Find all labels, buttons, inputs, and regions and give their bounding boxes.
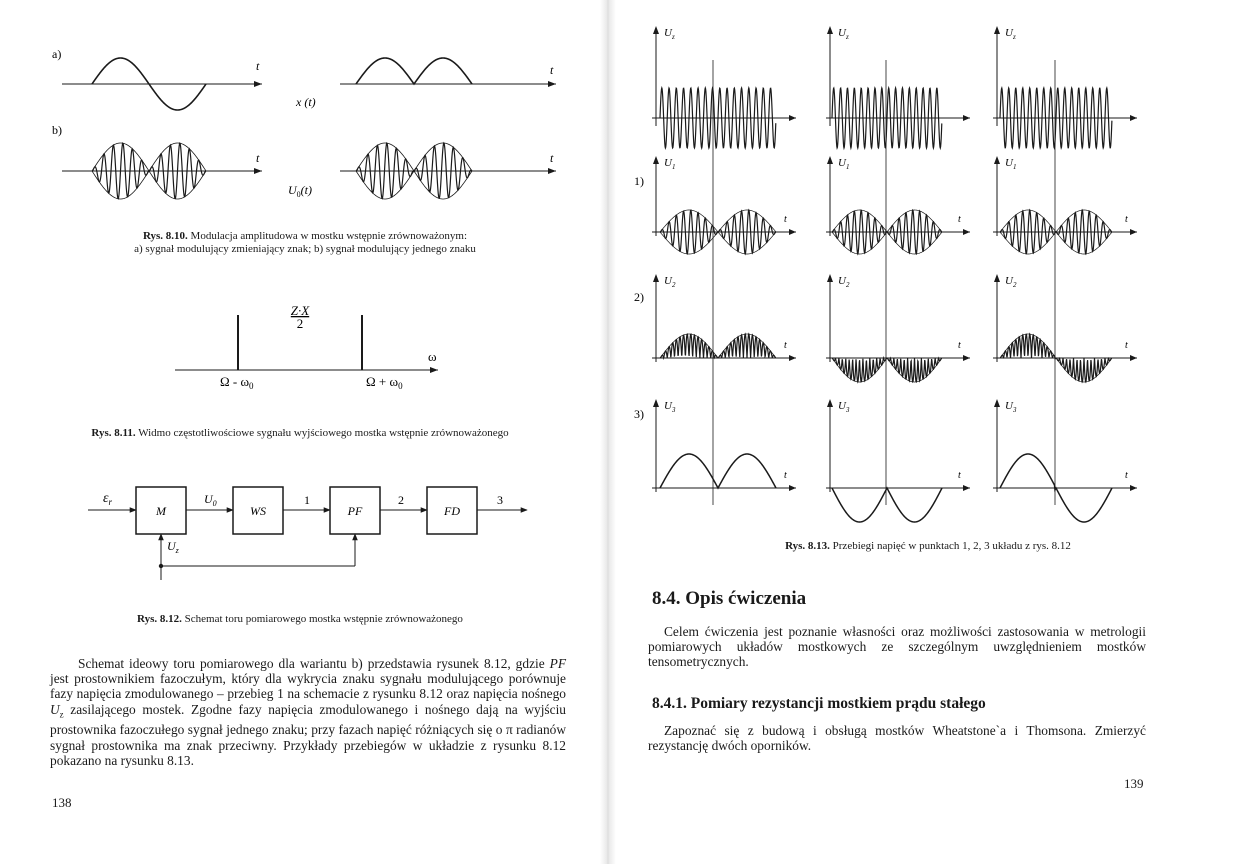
fig810-label-b: b) [52, 123, 62, 137]
fig811-amp-den: 2 [296, 316, 304, 331]
fig813-xarrow-c0-r0 [789, 115, 796, 121]
figure-8-12 [0, 470, 600, 590]
fig810a-left-arrow [254, 81, 262, 87]
fig813-tlabel-c2-r2: t [1125, 340, 1128, 351]
fig810a-left-t: t [256, 59, 260, 73]
fig812-block-pf-label: PF [347, 504, 363, 518]
fig813-yarrow-c0-r3 [653, 399, 659, 407]
left-page [0, 0, 608, 864]
fig812-block-m-label: M [156, 504, 166, 518]
fig813-yarrow-c1-r0 [827, 26, 833, 34]
fig813-xarrow-c1-r0 [963, 115, 970, 121]
fig813-row-label-3: 3) [634, 407, 644, 421]
fig813-tlabel-c1-r3: t [958, 470, 961, 481]
fig813-caption-text: Przebiegi napięć w punktach 1, 2, 3 układu z rys. 8.12 [832, 540, 1071, 552]
fig812-input-label: $\varepsilon_r$ [103, 491, 113, 507]
fig813-yarrow-c1-r1 [827, 156, 833, 164]
fig811-arrow [430, 367, 438, 373]
pf-term: PF [549, 656, 566, 671]
fig813-xarrow-c2-r1 [1130, 229, 1137, 235]
fig813-xarrow-c1-r1 [963, 229, 970, 235]
fig813-yarrow-c2-r3 [994, 399, 1000, 407]
fig811-caption [40, 427, 560, 440]
fig813-wave-c1-r2 [832, 358, 942, 382]
fig813-caption-num: Rys. 8.13. [785, 540, 830, 552]
fig811-upper-label: $\Omega + \omega_0$ [366, 374, 403, 391]
fig813-ylabel-c1-r2: $U_2$ [838, 275, 850, 289]
fig813-yarrow-c2-r1 [994, 156, 1000, 164]
fig813-tlabel-c2-r3: t [1125, 470, 1128, 481]
subsection-text: Zapoznać się z budową i obsługą mostków Wheatstone`a i Thomsona. Zmierzyć rezystancję dwóch oporników. [648, 723, 1146, 754]
fig813-yarrow-c0-r0 [653, 26, 659, 34]
fig813-ylabel-c0-r1: $U_1$ [664, 157, 676, 171]
fig813-ylabel-c0-r2: $U_2$ [664, 275, 676, 289]
figure-8-11 [0, 295, 600, 405]
figure-8-13 [608, 0, 1236, 530]
fig813-ylabel-c0-r3: $U_3$ [664, 400, 676, 414]
section-text: Celem ćwiczenia jest poznanie własności oraz możliwości zastosowania w metrologii pomiarowych układów mostkowych ze szczególnym uwzględnieniem mostków tensometrycznych. [648, 624, 1146, 670]
fig810a-right-t: t [550, 63, 554, 77]
fig812-block-fd-label: FD [444, 504, 460, 518]
fig813-yarrow-c2-r2 [994, 274, 1000, 282]
fig812-uz-label: $U_z$ [167, 539, 179, 555]
fig813-xarrow-c2-r0 [1130, 115, 1137, 121]
fig812-caption [40, 613, 560, 626]
fig810-caption [90, 230, 520, 256]
fig811-lower-label: Ω - $\omega_0$ [220, 374, 254, 391]
fig812-node1: 1 [304, 493, 310, 507]
section-title: 8.4. Opis ćwiczenia [652, 588, 807, 609]
fig812-block-ws-label: WS [250, 504, 266, 518]
fig813-tlabel-c1-r1: t [958, 214, 961, 225]
fig812-node3: 3 [497, 493, 503, 507]
fig812-caption-num: Rys. 8.12. [137, 613, 182, 625]
fig813-tlabel-c1-r2: t [958, 340, 961, 351]
right-page [608, 0, 1236, 864]
fig813-ylabel-c2-r1: $U_1$ [1005, 157, 1017, 171]
fig813-ylabel-c1-r3: $U_3$ [838, 400, 850, 414]
fig813-wave-c0-r2 [660, 334, 776, 358]
fig813-wave-c0-r3 [660, 454, 776, 488]
fig813-xarrow-c1-r3 [963, 485, 970, 491]
fig813-ylabel-c2-r3: $U_3$ [1005, 400, 1017, 414]
fig813-ylabel-c1-r0: $U_z$ [838, 27, 849, 41]
fig811-omega: ω [428, 349, 437, 364]
fig810b-left-t: t [256, 151, 260, 165]
fig810-u-label: $U_0(t)$ [288, 183, 312, 199]
fig812-u0-label: $U_0$ [204, 492, 217, 508]
fig813-caption [668, 540, 1188, 553]
fig813-yarrow-c1-r2 [827, 274, 833, 282]
fig813-yarrow-c0-r2 [653, 274, 659, 282]
fig813-tlabel-c0-r2: t [784, 340, 787, 351]
fig813-ylabel-c1-r1: $U_1$ [838, 157, 850, 171]
fig810a-right-abs-sine [356, 58, 472, 84]
fig810a-right-arrow [548, 81, 556, 87]
fig811-caption-num: Rys. 8.11. [91, 427, 136, 439]
fig813-ylabel-c0-r0: $U_z$ [664, 27, 675, 41]
fig810-caption-line2: a) sygnał modulujący zmieniający znak; b) sygnał modulujący jednego znaku [134, 243, 476, 255]
fig812-caption-text: Schemat toru pomiarowego mostka wstępnie zrównoważonego [184, 613, 463, 625]
fig812-node2: 2 [398, 493, 404, 507]
body-paragraph: Schemat ideowy toru pomiarowego dla wariantu b) przedstawia rysunek 8.12, gdzie PF jest prostownikiem fazoczułym, który dla wykrycia znaku sygnału modulującego porównuje fazy napięcia zmodulowanego – przebieg 1 na schemacie z rysunku 8.12 oraz napięcia nośnego $U_z$ zasilającego mostek. Zgodne fazy napięcia zmodulowanego i nośnego dają na wyjściu prostownika fazoczułego sygnał jednego znaku; przy fazach napięć różniących się o π radianów sygnał prostownika ma znak przeciwny. Przykłady przebiegów w układzie z rysunku 8.12 pokazano na rysunku 8.13. [50, 656, 567, 768]
fig810b-right-t: t [550, 151, 554, 165]
fig812-junction [159, 564, 163, 568]
fig813-xarrow-c0-r3 [789, 485, 796, 491]
fig813-ylabel-c2-r0: $U_z$ [1005, 27, 1016, 41]
figure-8-10 [0, 0, 600, 260]
fig813-wave-c1-r3 [832, 488, 942, 522]
fig813-tlabel-c0-r3: t [784, 470, 787, 481]
fig813-row-label-2: 2) [634, 290, 644, 304]
fig813-ylabel-c2-r2: $U_2$ [1005, 275, 1017, 289]
fig813-xarrow-c0-r2 [789, 355, 796, 361]
fig810-caption-line1: Modulacja amplitudowa w mostku wstępnie zrównoważonym: [190, 230, 468, 242]
fig810b-left-arrow [254, 168, 262, 174]
fig810-caption-num: Rys. 8.10. [142, 230, 188, 242]
fig813-yarrow-c0-r1 [653, 156, 659, 164]
fig810b-right-arrow [548, 168, 556, 174]
fig813-yarrow-c1-r3 [827, 399, 833, 407]
page-number-right: 139 [1124, 776, 1144, 791]
fig810-label-a: a) [52, 47, 62, 61]
subsection-title: 8.4.1. Pomiary rezystancji mostkiem prądu stałego [652, 695, 986, 712]
fig813-tlabel-c0-r1: t [784, 214, 787, 225]
fig811-amp-num: Z·X [290, 303, 310, 318]
fig813-xarrow-c0-r1 [789, 229, 796, 235]
fig811-caption-text: Widmo częstotliwościowe sygnału wyjściowego mostka wstępnie zrównoważonego [138, 427, 509, 439]
fig813-row-label-1: 1) [634, 174, 644, 188]
fig813-tlabel-c2-r1: t [1125, 214, 1128, 225]
fig810-x-label: x (t) [296, 95, 316, 109]
fig813-xarrow-c1-r2 [963, 355, 970, 361]
fig813-xarrow-c2-r2 [1130, 355, 1137, 361]
fig813-xarrow-c2-r3 [1130, 485, 1137, 491]
fig813-yarrow-c2-r0 [994, 26, 1000, 34]
page-number-left: 138 [52, 795, 72, 810]
